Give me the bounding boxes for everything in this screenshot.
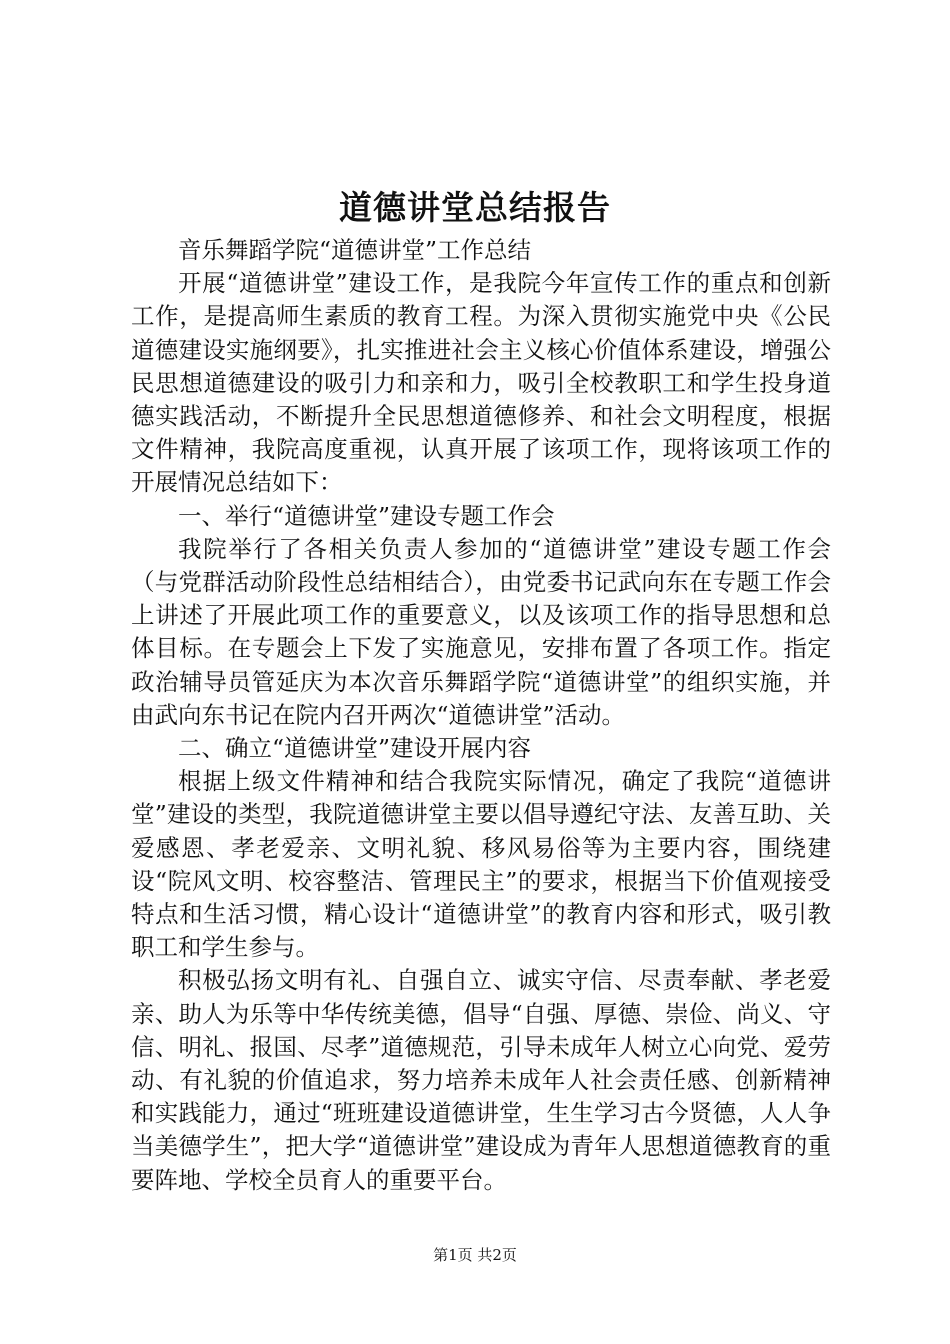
- intro-paragraph: 开展“道德讲堂”建设工作，是我院今年宣传工作的重点和创新工作，是提高师生素质的教育工程。为深入贯彻实施党中央《公民道德建设实施纲要》，扎实推进社会主义核心价值体系建设，增强公民思想道德建设的吸引力和亲和力，吸引全校教职工和学生投身道德实践活动，不断提升全民思想道德修养、和社会文明程度，根据文件精神，我院高度重视，认真开展了该项工作，现将该项工作的开展情况总结如下：: [131, 269, 831, 497]
- section-heading-2: 二、确立“道德讲堂”建设开展内容: [178, 734, 532, 763]
- document-title: 道德讲堂总结报告: [339, 188, 611, 227]
- section-2-paragraph-2: 积极弘扬文明有礼、自强自立、诚实守信、尽责奉献、孝老爱亲、助人为乐等中华传统美德，倡导“自强、厚德、崇俭、尚义、守信、明礼、报国、尽孝”道德规范，引导未成年人树立心向党、爱劳动、有礼貌的价值追求，努力培养未成年人社会责任感、创新精神和实践能力，通过“班班建设道德讲堂，生生学习古今贤德，人人争当美德学生”，把大学“道德讲堂”建设成为青年人思想道德教育的重要阵地、学校全员育人的重要平台。: [131, 966, 831, 1194]
- document-body: [131, 234, 831, 1197]
- subtitle-paragraph: 音乐舞蹈学院“道德讲堂”工作总结: [178, 236, 532, 264]
- page-footer: 第1页 共2页: [433, 1246, 517, 1264]
- section-2-paragraph-1: 根据上级文件精神和结合我院实际情况，确定了我院“道德讲堂”建设的类型，我院道德讲堂主要以倡导遵纪守法、友善互助、关爱感恩、孝老爱亲、文明礼貌、移风易俗等为主要内容，围绕建设“院风文明、校容整洁、管理民主”的要求，根据当下价值观接受特点和生活习惯，精心设计“道德讲堂”的教育内容和形式，吸引教职工和学生参与。: [131, 767, 831, 962]
- section-1-paragraph: 我院举行了各相关负责人参加的“道德讲堂”建设专题工作会（与党群活动阶段性总结相结合），由党委书记武向东在专题工作会上讲述了开展此项工作的重要意义，以及该项工作的指导思想和总体目标。在专题会上下发了实施意见，安排布置了各项工作。指定政治辅导员管延庆为本次音乐舞蹈学院“道德讲堂”的组织实施，并由武向东书记在院内召开两次“道德讲堂”活动。: [131, 534, 831, 729]
- section-heading-1: 一、举行“道德讲堂”建设专题工作会: [178, 501, 555, 530]
